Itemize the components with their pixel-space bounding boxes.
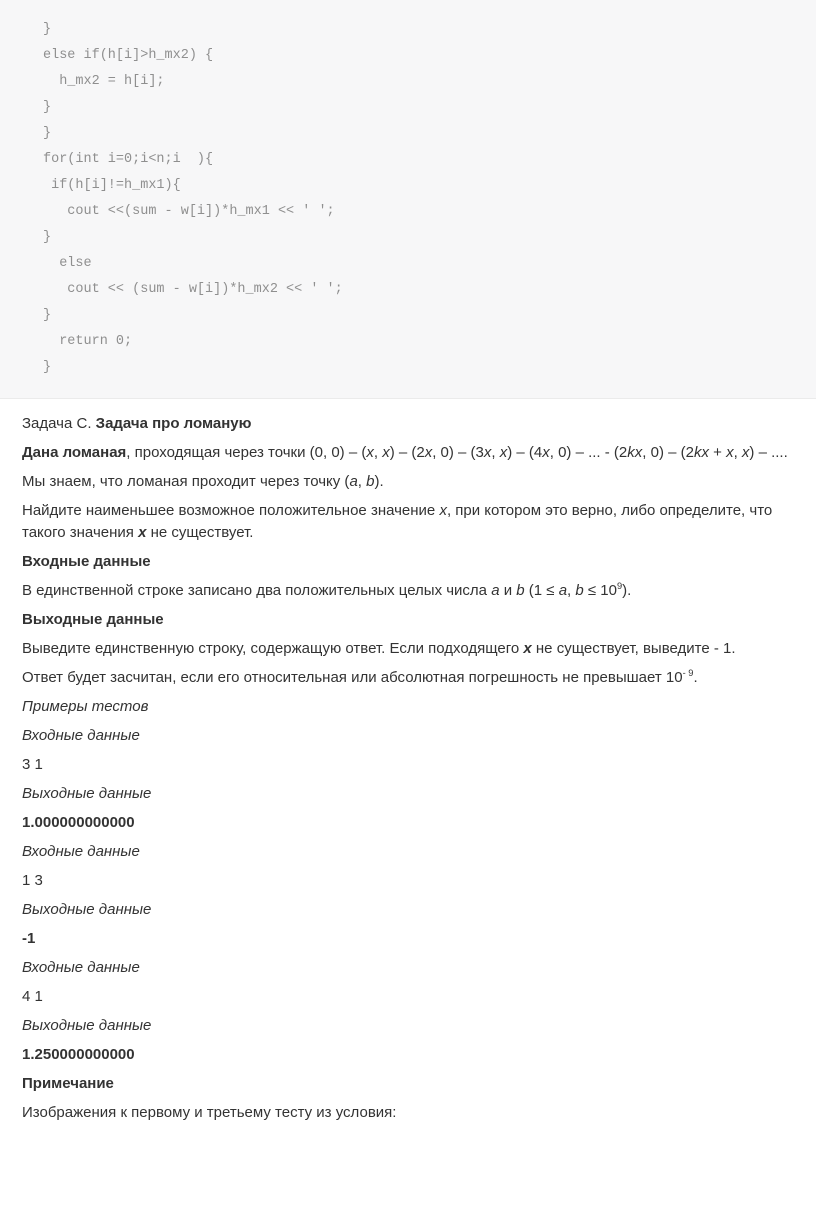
test3-output-label: Выходные данные	[22, 1017, 152, 1034]
test1-output-label: Выходные данные	[22, 785, 152, 802]
code-line: cout <<(sum - w[i])*h_mx1 << ' ';	[43, 204, 335, 219]
test2-output-label: Выходные данные	[22, 901, 152, 918]
code-line: if(h[i]!=h_mx1){	[43, 178, 181, 193]
input-heading: Входные данные	[22, 553, 151, 570]
code-line: }	[43, 308, 52, 323]
code-line: }	[43, 22, 52, 37]
test3-output: 1.250000000000	[22, 1046, 135, 1063]
code-line: }	[43, 360, 52, 375]
polyline-definition: Дана ломаная, проходящая через точки (0, 0) – (x, x) – (2x, 0) – (3x, x) – (4x, 0) – ... - (2kx, 0) – (2kx + x, x) – ....	[22, 444, 788, 461]
task-goal: Найдите наименьшее возможное положительное значение x, при котором это верно, либо определите, что такого значения x не существует.	[22, 502, 773, 541]
test2-input: 1 3	[22, 872, 43, 889]
code-line: h_mx2 = h[i];	[43, 74, 165, 89]
code-line: cout << (sum - w[i])*h_mx2 << ' ';	[43, 282, 343, 297]
precision-note: Ответ будет засчитан, если его относительная или абсолютная погрешность не превышает $10^{- 9}$.	[22, 668, 698, 686]
input-description: В единственной строке записано два положительных целых числа a и b (1 ≤ a, $b \le 10^9$).	[22, 581, 632, 599]
test3-input: 4 1	[22, 988, 43, 1005]
code-line: return 0;	[43, 334, 133, 349]
note-heading: Примечание	[22, 1075, 114, 1092]
code-line: else if(h[i]>h_mx2) {	[43, 48, 214, 63]
test1-input: 3 1	[22, 756, 43, 773]
code-line: else	[43, 256, 92, 271]
code-block	[0, 0, 816, 399]
known-point: Мы знаем, что ломаная проходит через точку (a, b).	[22, 473, 384, 490]
output-heading: Выходные данные	[22, 611, 164, 628]
code-line: }	[43, 126, 52, 141]
output-description: Выведите единственную строку, содержащую ответ. Если подходящего x не существует, выведите - 1.	[22, 640, 736, 657]
test1-output: 1.000000000000	[22, 814, 135, 831]
code-line: }	[43, 230, 52, 245]
note-description: Изображения к первому и третьему тесту из условия:	[22, 1104, 397, 1121]
test3-input-label: Входные данные	[22, 959, 140, 976]
test1-input-label: Входные данные	[22, 727, 140, 744]
code-line: for(int i=0;i<n;i ){	[43, 152, 214, 167]
test2-input-label: Входные данные	[22, 843, 140, 860]
test2-output: -1	[22, 930, 36, 947]
code-line: }	[43, 100, 52, 115]
examples-heading: Примеры тестов	[22, 698, 149, 715]
problem-statement	[0, 399, 816, 1124]
problem-title: Задача C. Задача про ломаную	[22, 415, 252, 432]
